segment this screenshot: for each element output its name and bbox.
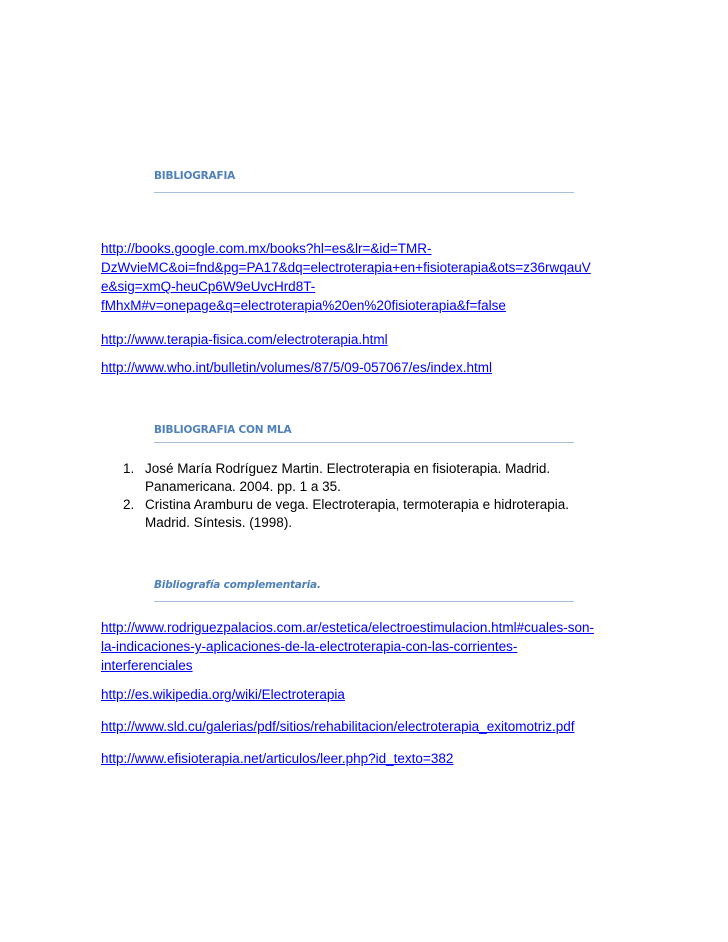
bibliografia-heading: BIBLIOGRAFIA bbox=[154, 170, 236, 182]
link-line: la-indicaciones-y-aplicaciones-de-la-electroterapia-con-las-corrientes- bbox=[101, 639, 518, 654]
list-item-text: Panamericana. 2004. pp. 1 a 35. bbox=[145, 479, 341, 494]
heading-underline bbox=[154, 601, 574, 602]
link-sld-cu[interactable] bbox=[101, 717, 641, 736]
link-line: DzWvieMC&oi=fnd&pg=PA17&dq=electroterapia+en+fisioterapia&ots=z36rwqauV bbox=[101, 260, 591, 275]
list-item-text: Madrid. Síntesis. (1998). bbox=[145, 515, 293, 530]
link-line: http://es.wikipedia.org/wiki/Electroterapia bbox=[101, 687, 345, 702]
link-line: fMhxM#v=onepage&q=electroterapia%20en%20fisioterapia&f=false bbox=[101, 298, 506, 313]
link-efisioterapia[interactable] bbox=[101, 749, 641, 768]
link-terapia-fisica[interactable] bbox=[101, 330, 641, 349]
complementaria-heading: Bibliografía complementaria. bbox=[154, 579, 321, 591]
link-line: http://books.google.com.mx/books?hl=es&lr=&id=TMR- bbox=[101, 241, 432, 256]
link-line: e&sig=xmQ-heuCp6W9eUvcHrd8T- bbox=[101, 279, 316, 294]
link-line: http://www.rodriguezpalacios.com.ar/estetica/electroestimulacion.html#cuales-son- bbox=[101, 620, 594, 635]
list-item-text: Cristina Aramburu de vega. Electroterapia, termoterapia e hidroterapia. bbox=[145, 497, 569, 512]
list-item bbox=[101, 496, 569, 532]
heading-underline bbox=[154, 442, 574, 443]
list-item bbox=[101, 460, 569, 496]
mla-reference-list bbox=[101, 460, 569, 532]
list-item-number: 1. bbox=[123, 461, 135, 476]
link-who-bulletin[interactable] bbox=[101, 358, 641, 377]
link-rodriguez-palacios[interactable] bbox=[101, 618, 641, 675]
link-wikipedia[interactable] bbox=[101, 685, 641, 704]
link-line: interferenciales bbox=[101, 658, 193, 673]
link-line: http://www.efisioterapia.net/articulos/leer.php?id_texto=382 bbox=[101, 751, 454, 766]
list-item-number: 2. bbox=[123, 497, 135, 512]
heading-underline bbox=[154, 192, 574, 193]
list-item-text: José María Rodríguez Martin. Electroterapia en fisioterapia. Madrid. bbox=[145, 461, 551, 476]
link-google-books[interactable] bbox=[101, 239, 641, 315]
link-line: http://www.sld.cu/galerias/pdf/sitios/rehabilitacion/electroterapia_exitomotriz.pdf bbox=[101, 719, 575, 734]
mla-heading: BIBLIOGRAFIA CON MLA bbox=[154, 424, 292, 436]
link-line: http://www.who.int/bulletin/volumes/87/5/09-057067/es/index.html bbox=[101, 360, 492, 375]
link-line: http://www.terapia-fisica.com/electroterapia.html bbox=[101, 332, 388, 347]
